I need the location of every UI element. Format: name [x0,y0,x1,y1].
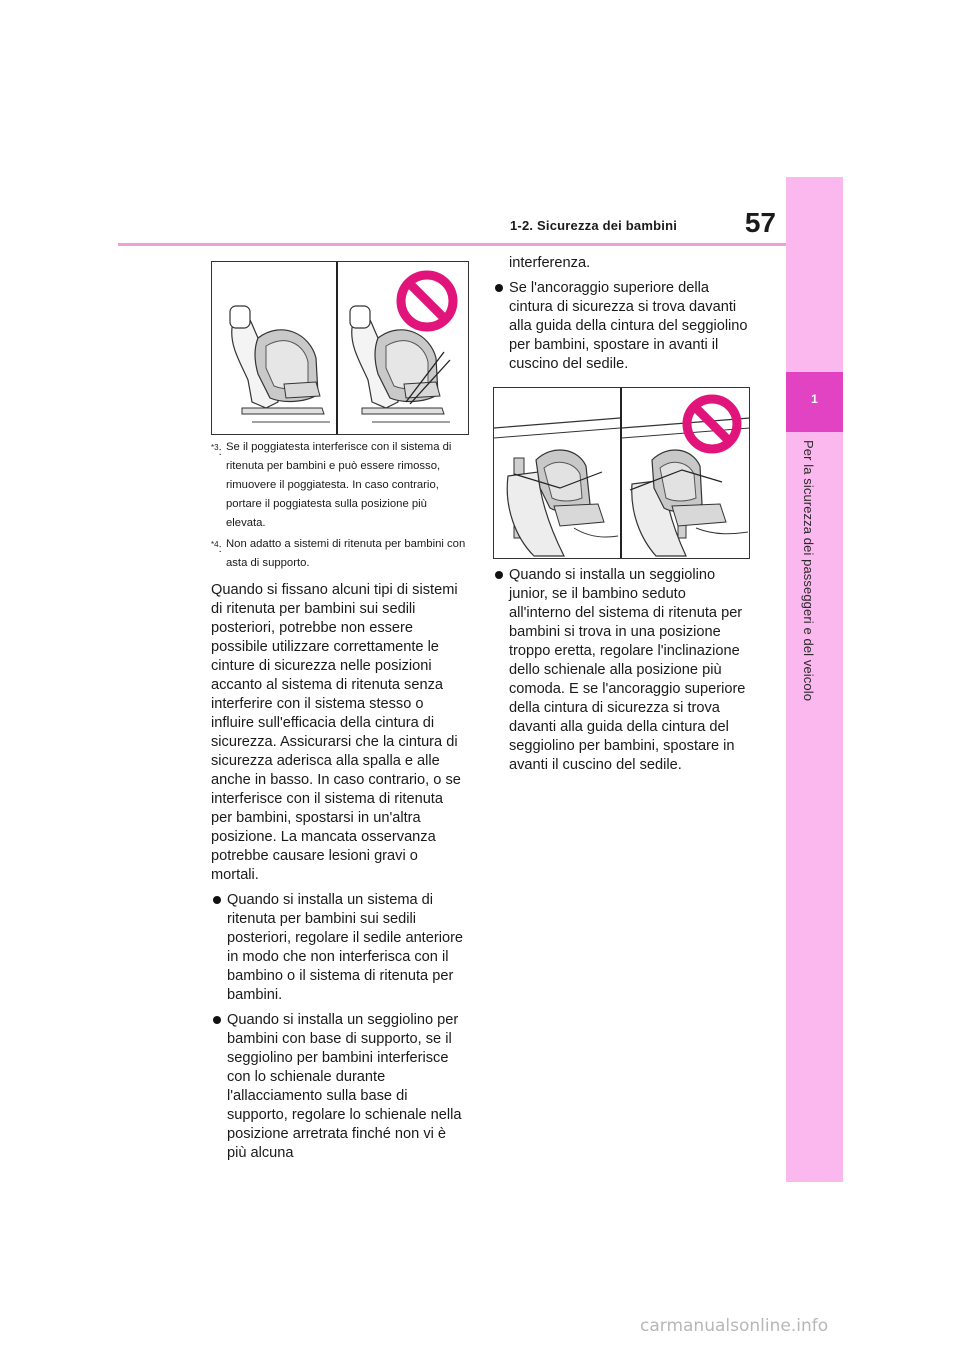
side-tab-chapter-number: 1 [811,392,818,406]
footnote-4: $^{*4}$: Non adatto a sistemi di ritenuta per bambini con asta di supporto. [211,535,467,573]
figure-junior-seat [493,387,750,559]
bullet-icon [493,279,509,374]
header-rule [118,243,786,246]
footnote-text: Non adatto a sistemi di ritenuta per bambini con asta di supporto. [226,538,466,569]
junior-seat-correct-illustration [494,388,620,558]
section-title: 1-2. Sicurezza dei bambini [510,218,678,233]
bullet-icon [493,566,509,775]
continuation-text: interferenza. [509,255,591,271]
list-item-text: Quando si installa un sistema di ritenuta per bambini sui sedili posteriori, regolare il sedile anteriore in modo che non interferisca con il bambino o il sistema di ritenuta per bambini. [227,892,464,1003]
list-item-text: Quando si installa un seggiolino junior, se il bambino seduto all'interno del sistema di ritenuta per bambini si trova in una posizione troppo eretta, regolare l'inclinazione dello schienale alla posizione più comoda. E se l'ancoraggio superiore della cintura di sicurezza si trova davanti alla guida della cintura del seggiolino per bambini, spostare in avanti il cuscino del sedile. [509,567,746,773]
prohibition-sign-icon [678,390,746,458]
footnote-3: $^{*3}$: Se il poggiatesta interferisce con il sistema di ritenuta per bambini e può essere rimosso, rimuovere il poggiatesta. In caso contrario, portare il poggiatesta sulla posizione più elevata. [211,438,467,533]
prohibition-sign-icon [392,266,462,336]
watermark: carmanualsonline.info [640,1316,829,1336]
figure-headrest-interference [211,261,469,435]
footnote-text: Se il poggiatesta interferisce con il sistema di ritenuta per bambini e può essere rimosso, rimuovere il poggiatesta. In caso contrario, portare il poggiatesta sulla posizione più elevata. [226,441,452,529]
list-item [211,891,467,1005]
child-seat-correct-illustration [212,262,336,434]
bullet-icon [211,1011,227,1163]
body-paragraph: Quando si fissano alcuni tipi di sistemi di ritenuta per bambini sui sedili posteriori, potrebbe non essere possibile utilizzare correttamente le cinture di sicurezza nelle posizioni accanto al sistema di ritenuta senza interferire con il sistema stesso o influire sull'efficacia della cintura di sicurezza. Assicurarsi che la cintura di sicurezza aderisca alla spalla e alle anche in basso. In caso contrario, o se interferisce con il sistema di ritenuta per bambini, spostarsi in un'altra posizione. La mancata osservanza potrebbe causare lesioni gravi o mortali. [211,582,461,883]
list-item [493,279,749,374]
bullet-icon [211,891,227,1005]
footnote-mark: *4 [211,540,219,549]
list-item [211,1011,467,1163]
side-tab-chapter-label: Per la sicurezza dei passeggeri e del veicolo [801,440,816,702]
footnote-mark: *3 [211,443,219,452]
page-number: 57 [744,207,776,238]
list-item-text: Se l'ancoraggio superiore della cintura di sicurezza si trova davanti alla guida della cintura del seggiolino per bambini, spostare in avanti il cuscino del sedile. [509,280,748,372]
list-item-text: Quando si installa un seggiolino per bambini con base di supporto, se il seggiolino per bambini interferisce con lo schienale durante l'allacciamento sulla base di supporto, regolare lo schienale nella posizione arretrata finché non vi è più alcuna [227,1012,462,1161]
list-item [493,566,749,775]
